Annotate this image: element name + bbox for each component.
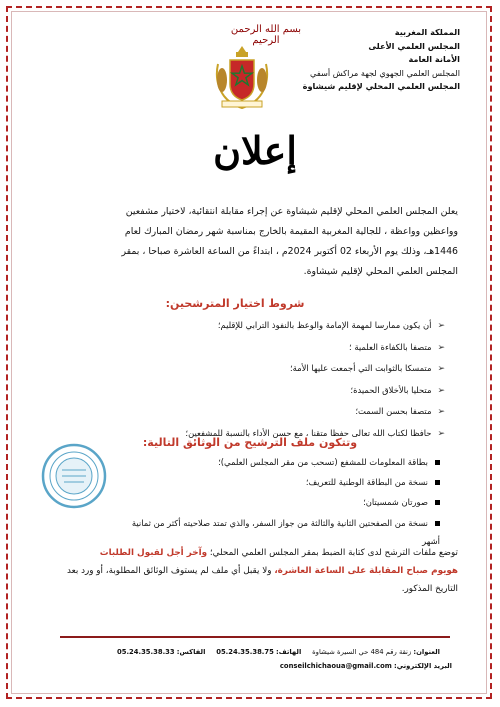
header-line-kingdom: المملكة المغربية (394, 27, 460, 37)
square-bullet-icon (435, 460, 440, 465)
intro-paragraph (38, 202, 458, 282)
footer-address: زنقة رقم 484 حي السيرة شيشاوة (312, 648, 412, 656)
conditions-heading: شروط اختيار المترشحين: (165, 297, 305, 310)
intro-line: وواعظين وواعظة ، للجالية المغربية المقيمة بالخارج بمناسبة شهر رمضان المبارك لعام (124, 226, 458, 237)
document-item-continuation: أشهر (422, 536, 440, 546)
arrow-bullet-icon: ➢ (437, 321, 445, 331)
footer-contact-row: العنوان: زنقة رقم 484 حي السيرة شيشاوة الهاتف: 05.24.35.38.75 الفاكس: 05.24.35.38.33 (117, 648, 440, 656)
header-line-supreme-council: المجلس العلمي الأعلى (368, 40, 460, 51)
condition-item: ➢متصفا بالكفاءة العلمية ؛ (349, 341, 445, 353)
closing-line: هويوم صباح المقابلة على الساعة العاشرة، ولا يقبل أي ملف لم يستوف الوثائق المطلوبة، أو ورد بعد (66, 566, 458, 576)
square-bullet-icon (435, 521, 440, 526)
document-item: صورتان شمسيتان؛ (100, 492, 440, 512)
condition-item: ➢متحليا بالأخلاق الحميدة؛ (350, 384, 445, 396)
condition-item: ➢متمسكا بالثوابت التي أجمعت عليها الأمة؛ (290, 363, 445, 374)
condition-item: ➢أن يكون ممارسا لمهمة الإمامة والوعظ بالنفوذ الترابي للإقليم؛ (217, 320, 445, 331)
arrow-bullet-icon: ➢ (437, 342, 445, 353)
intro-line: يعلن المجلس العلمي المحلي لإقليم شيشاوة عن إجراء مقابلة انتقائية، لاختيار مشفعين (125, 206, 458, 217)
condition-item: ➢متصفا بحسن السمت؛ (355, 406, 445, 417)
basmala: بسم الله الرحمن الرحيم (230, 24, 302, 46)
footer-phone: 05.24.35.38.75 (216, 648, 274, 656)
footer-fax: 05.24.35.38.33 (117, 648, 175, 656)
intro-line: المجلس العلمي المحلي لإقليم شيشاوة. (303, 266, 458, 277)
document-item: نسخة من البطاقة الوطنية للتعريف؛ (100, 472, 440, 492)
header-line-secretariat: الأمانة العامة (408, 54, 460, 64)
intro-line: 1446هـ، وذلك يوم الأربعاء 02 أكتوبر 2024م ، ابتداءً من الساعة العاشرة صباحا ، بمقر (121, 246, 458, 257)
header-line-regional-council: المجلس العلمي الجهوي لجهة مراكش أسفي (310, 67, 460, 78)
closing-paragraph (38, 544, 458, 598)
document-item: بطاقة المعلومات للمشفع (تسحب من مقر المجلس العلمي)؛ (100, 452, 440, 472)
conditions-list (65, 315, 445, 444)
official-stamp-icon (40, 442, 108, 510)
footer-divider (60, 636, 450, 638)
arrow-bullet-icon: ➢ (437, 385, 445, 396)
documents-heading: وتتكون ملف الترشيح من الوثائق التالية: (142, 436, 358, 449)
header-institution (260, 26, 460, 94)
arrow-bullet-icon: ➢ (437, 364, 445, 374)
square-bullet-icon (435, 480, 440, 485)
closing-line: توضع ملفات الترشح لدى كتابة الضبط بمقر المجلس العلمي المحلي؛ وآخر أجل لقبول الطلبات (99, 548, 458, 558)
document-item: نسخة من الصفحتين الثانية والثالثة من جواز السفر، والذي تمتد صلاحيته أكثر من ثمانية أشهر (131, 518, 440, 546)
condition-item: ➢حافظا لكتاب الله تعالى حفظا متقنا ، مع حسن الأداء بالنسبة للمشفعين؛ (185, 427, 445, 439)
announcement-title: إعلان (213, 128, 297, 173)
closing-line: التاريخ المذكور. (401, 584, 458, 594)
footer-email-row: البريد الإلكتروني: conseilchichaoua@gmail.com (279, 662, 452, 670)
documents-list (100, 452, 440, 550)
arrow-bullet-icon: ➢ (437, 407, 445, 417)
arrow-bullet-icon: ➢ (437, 428, 445, 439)
square-bullet-icon (435, 500, 440, 505)
footer-email: conseilchichaoua@gmail.com (279, 662, 392, 670)
header-line-local-council: المجلس العلمي المحلي لإقليم شيشاوة (302, 81, 460, 91)
